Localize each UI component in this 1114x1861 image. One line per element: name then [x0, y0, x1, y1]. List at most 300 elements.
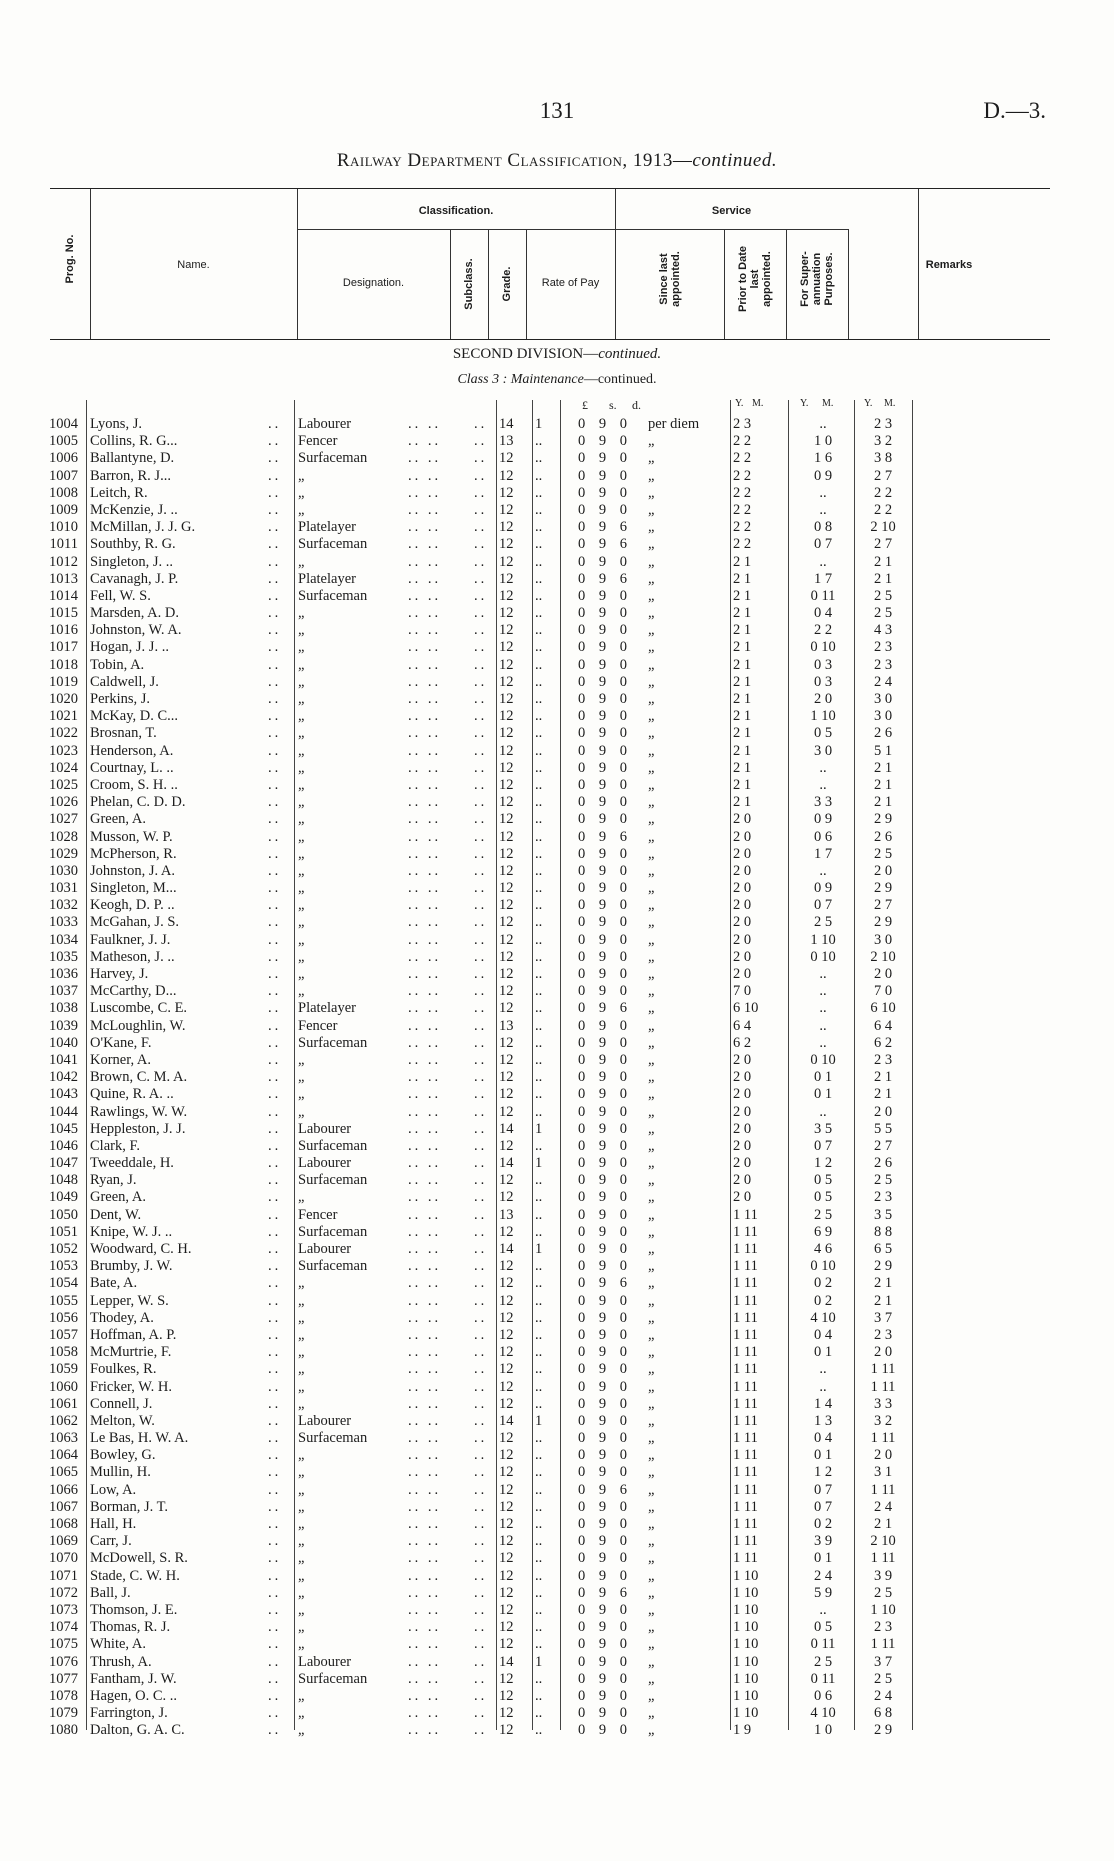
table-row	[0, 1344, 1114, 1361]
subclass: 12	[499, 725, 514, 742]
prog-no: 1019	[49, 673, 78, 690]
service-prior: 0 5	[813, 1619, 833, 1636]
table-row	[0, 794, 1114, 811]
service-superannuation: 8 8	[873, 1223, 893, 1240]
prog-no: 1013	[49, 570, 78, 587]
subclass: 12	[499, 519, 514, 536]
pay-unit: „	[648, 1344, 655, 1361]
service-since-last: 2 2	[733, 450, 752, 467]
prog-no: 1022	[49, 725, 78, 742]
subclass: 12	[499, 1722, 514, 1739]
designation: Surfaceman	[298, 1034, 368, 1051]
service-superannuation: 2 9	[873, 1722, 893, 1739]
grade: ..	[535, 450, 543, 467]
leader-dots: ..	[474, 1292, 488, 1309]
service-superannuation: 3 1	[873, 1464, 893, 1481]
subclass: 14	[499, 1120, 514, 1137]
service-prior: 3 3	[813, 794, 833, 811]
service-since-last: 7 0	[733, 983, 752, 1000]
prog-no: 1004	[49, 416, 78, 432]
grade: ..	[535, 501, 543, 518]
designation: Surfaceman	[298, 1172, 368, 1189]
pay-unit: „	[648, 1722, 655, 1739]
service-prior: 0 10	[810, 1258, 836, 1275]
leader-dots: ..	[268, 484, 282, 501]
leader-dots: ..	[474, 742, 488, 759]
subclass: 12	[499, 1619, 514, 1636]
leader-dots: .. ..	[408, 1430, 442, 1447]
subclass: 12	[499, 1086, 514, 1103]
rate-of-pay: 0 9 0	[578, 1412, 627, 1429]
subclass: 14	[499, 1653, 514, 1670]
prog-no: 1070	[49, 1550, 78, 1567]
class-heading	[0, 372, 1114, 388]
leader-dots: ..	[474, 1670, 488, 1687]
table-row	[0, 708, 1114, 725]
rate-of-pay: 0 9 0	[578, 656, 627, 673]
pay-unit: „	[648, 639, 655, 656]
pay-unit: „	[648, 1309, 655, 1326]
pay-unit: „	[648, 1051, 655, 1068]
rate-of-pay: 0 9 0	[578, 845, 627, 862]
grade: ..	[535, 1430, 543, 1447]
service-superannuation: 2 3	[873, 656, 893, 673]
designation: „	[298, 1584, 305, 1601]
staff-name: Farrington, J.	[90, 1705, 168, 1722]
leader-dots: .. ..	[408, 708, 442, 725]
service-since-last: 1 11	[733, 1361, 758, 1378]
pay-unit: „	[648, 1103, 655, 1120]
staff-name: Cavanagh, J. P.	[90, 570, 179, 587]
header-rate-of-pay: Rate of Pay	[541, 277, 600, 289]
service-since-last: 1 11	[733, 1292, 758, 1309]
service-since-last: 2 1	[733, 725, 752, 742]
staff-name: Quine, R. A. ..	[90, 1086, 174, 1103]
designation: „	[298, 1361, 305, 1378]
rate-of-pay: 0 9 0	[578, 862, 627, 879]
leader-dots: ..	[474, 656, 488, 673]
designation: „	[298, 759, 305, 776]
table-row	[0, 897, 1114, 914]
service-superannuation: 3 0	[873, 691, 893, 707]
service-prior: 1 4	[813, 1395, 833, 1412]
grade: ..	[535, 1344, 543, 1361]
subclass: 13	[499, 433, 514, 450]
subclass: 12	[499, 450, 514, 467]
subclass: 12	[499, 1034, 514, 1051]
service-since-last: 1 11	[733, 1258, 758, 1275]
service-prior: 4 10	[810, 1309, 836, 1326]
page-reference: D.—3.	[983, 98, 1046, 123]
prog-no: 1066	[49, 1481, 78, 1498]
staff-name: Green, A.	[90, 811, 146, 828]
leader-dots: ..	[268, 1498, 282, 1515]
staff-name: Foulkes, R.	[90, 1361, 157, 1378]
service-prior: 0 11	[810, 1670, 836, 1687]
leader-dots: ..	[474, 880, 488, 897]
service-since-last: 2 0	[733, 966, 752, 982]
grade: 1	[535, 416, 543, 432]
service-since-last: 2 0	[733, 1137, 752, 1154]
rate-of-pay: 0 9 0	[578, 416, 627, 432]
leader-dots: ..	[474, 1516, 488, 1532]
service-since-last: 2 0	[733, 1155, 752, 1172]
service-since-last: 2 2	[733, 536, 752, 553]
staff-name: Clark, F.	[90, 1137, 140, 1154]
service-since-last: 2 1	[733, 570, 752, 587]
subclass: 12	[499, 1584, 514, 1601]
leader-dots: .. ..	[408, 605, 442, 622]
leader-dots: .. ..	[408, 433, 442, 450]
grade: ..	[535, 1722, 543, 1739]
unit-years-2: Y.	[800, 398, 809, 409]
service-superannuation: 7 0	[873, 983, 893, 1000]
pay-unit: „	[648, 1567, 655, 1584]
leader-dots: .. ..	[408, 501, 442, 518]
pay-unit: „	[648, 948, 655, 965]
table-row	[0, 1052, 1114, 1069]
staff-name: Brumby, J. W.	[90, 1258, 173, 1275]
grade: ..	[535, 1086, 543, 1103]
leader-dots: ..	[268, 1533, 282, 1550]
title-main: Railway Department Classification, 1913—	[336, 150, 693, 171]
leader-dots: .. ..	[408, 656, 442, 673]
staff-name: Fricker, W. H.	[90, 1378, 172, 1395]
rate-of-pay: 0 9 6	[578, 1000, 627, 1017]
grade: ..	[535, 605, 543, 622]
rate-of-pay: 0 9 0	[578, 1034, 627, 1051]
staff-name: McLoughlin, W.	[90, 1017, 186, 1034]
service-superannuation: 6 10	[870, 1000, 896, 1017]
service-superannuation: 6 2	[873, 1034, 893, 1051]
grade: ..	[535, 1378, 543, 1395]
service-since-last: 2 0	[733, 897, 752, 914]
service-since-last: 1 11	[733, 1516, 758, 1532]
service-prior: 1 10	[810, 708, 836, 725]
service-since-last: 2 0	[733, 914, 752, 931]
grade: ..	[535, 742, 543, 759]
designation: „	[298, 880, 305, 897]
pay-unit: „	[648, 484, 655, 501]
table-row	[0, 1636, 1114, 1653]
prog-no: 1062	[49, 1412, 78, 1429]
rate-of-pay: 0 9 0	[578, 1447, 627, 1464]
prog-no: 1059	[49, 1361, 78, 1378]
prog-no: 1016	[49, 622, 78, 639]
pay-unit: „	[648, 450, 655, 467]
leader-dots: ..	[474, 708, 488, 725]
prog-no: 1005	[49, 433, 78, 450]
leader-dots: ..	[268, 1550, 282, 1567]
table-row	[0, 1086, 1114, 1103]
service-since-last: 1 11	[733, 1550, 758, 1567]
prog-no: 1058	[49, 1344, 78, 1361]
subclass: 12	[499, 708, 514, 725]
leader-dots: ..	[268, 433, 282, 450]
subclass: 12	[499, 931, 514, 948]
service-prior: 3 5	[813, 1120, 833, 1137]
leader-dots: .. ..	[408, 1447, 442, 1464]
page-title	[0, 150, 1114, 172]
leader-dots: ..	[268, 931, 282, 948]
header-grade: Grade.	[501, 266, 513, 302]
staff-name: Ballantyne, D.	[90, 450, 175, 467]
pay-unit: „	[648, 1137, 655, 1154]
subclass: 12	[499, 656, 514, 673]
leader-dots: ..	[474, 1722, 488, 1739]
grade: ..	[535, 725, 543, 742]
grade: ..	[535, 467, 543, 484]
leader-dots: ..	[474, 1258, 488, 1275]
pay-unit: „	[648, 759, 655, 776]
pay-unit: „	[648, 1447, 655, 1464]
designation: „	[298, 622, 305, 639]
header-prog-no: Prog. No.	[64, 234, 76, 284]
leader-dots: ..	[268, 1516, 282, 1532]
leader-dots: ..	[268, 845, 282, 862]
leader-dots: .. ..	[408, 691, 442, 707]
leader-dots: .. ..	[408, 1103, 442, 1120]
rate-of-pay: 0 9 6	[578, 1584, 627, 1601]
service-superannuation: 2 10	[870, 948, 896, 965]
grade: ..	[535, 1258, 543, 1275]
table-row	[0, 485, 1114, 502]
pay-unit: „	[648, 1361, 655, 1378]
leader-dots: ..	[474, 639, 488, 656]
service-prior: ..	[819, 966, 827, 982]
service-since-last: 1 10	[733, 1584, 759, 1601]
subclass: 14	[499, 416, 514, 432]
service-prior: 0 10	[810, 639, 836, 656]
leader-dots: ..	[268, 708, 282, 725]
rate-of-pay: 0 9 0	[578, 450, 627, 467]
rate-of-pay: 0 9 0	[578, 553, 627, 570]
rate-of-pay: 0 9 0	[578, 708, 627, 725]
table-row	[0, 1327, 1114, 1344]
service-since-last: 1 11	[733, 1464, 758, 1481]
subclass: 12	[499, 1223, 514, 1240]
service-since-last: 1 11	[733, 1344, 758, 1361]
designation: Surfaceman	[298, 1430, 368, 1447]
subclass: 12	[499, 1309, 514, 1326]
table-row	[0, 691, 1114, 708]
prog-no: 1023	[49, 742, 78, 759]
table-row	[0, 880, 1114, 897]
service-superannuation: 3 0	[873, 708, 893, 725]
grade: ..	[535, 656, 543, 673]
rate-of-pay: 0 9 0	[578, 484, 627, 501]
rate-of-pay: 0 9 0	[578, 966, 627, 982]
designation: „	[298, 1687, 305, 1704]
table-row	[0, 760, 1114, 777]
unit-months-1: M.	[752, 398, 764, 409]
service-prior: ..	[819, 501, 827, 518]
header-prior-to-date	[737, 229, 773, 329]
service-superannuation: 2 7	[873, 467, 893, 484]
leader-dots: ..	[474, 484, 488, 501]
leader-dots: .. ..	[408, 1206, 442, 1223]
leader-dots: ..	[474, 450, 488, 467]
staff-name: Thrush, A.	[90, 1653, 152, 1670]
staff-name: Brown, C. M. A.	[90, 1069, 188, 1086]
leader-dots: ..	[474, 501, 488, 518]
prog-no: 1057	[49, 1326, 78, 1343]
service-superannuation: 3 9	[873, 1567, 893, 1584]
leader-dots: ..	[268, 1395, 282, 1412]
service-superannuation: 2 0	[873, 966, 893, 982]
staff-name: Thodey, A.	[90, 1309, 154, 1326]
pay-unit: „	[648, 708, 655, 725]
staff-name: Croom, S. H. ..	[90, 776, 178, 793]
subclass: 14	[499, 1241, 514, 1257]
leader-dots: .. ..	[408, 1516, 442, 1532]
grade: ..	[535, 1292, 543, 1309]
leader-dots: ..	[268, 450, 282, 467]
leader-dots: .. ..	[408, 1361, 442, 1378]
table-row	[0, 639, 1114, 656]
service-since-last: 1 11	[733, 1309, 758, 1326]
staff-name: Johnston, J. A.	[90, 862, 176, 879]
service-since-last: 2 0	[733, 1086, 752, 1103]
service-since-last: 1 11	[733, 1206, 758, 1223]
staff-name: Musson, W. P.	[90, 828, 173, 845]
grade: ..	[535, 1326, 543, 1343]
leader-dots: .. ..	[408, 1601, 442, 1618]
leader-dots: .. ..	[408, 1309, 442, 1326]
leader-dots: ..	[474, 828, 488, 845]
designation: „	[298, 966, 305, 982]
leader-dots: ..	[474, 1481, 488, 1498]
rate-of-pay: 0 9 0	[578, 1653, 627, 1670]
grade: ..	[535, 1206, 543, 1223]
pay-unit: „	[648, 1086, 655, 1103]
leader-dots: ..	[268, 1017, 282, 1034]
service-prior: ..	[819, 862, 827, 879]
prog-no: 1036	[49, 966, 78, 982]
leader-dots: ..	[474, 983, 488, 1000]
grade: ..	[535, 1498, 543, 1515]
pay-unit: „	[648, 966, 655, 982]
pay-unit: „	[648, 1550, 655, 1567]
leader-dots: ..	[268, 501, 282, 518]
grade: ..	[535, 708, 543, 725]
grade: ..	[535, 1137, 543, 1154]
service-prior: 0 7	[813, 1137, 833, 1154]
service-superannuation: 2 3	[873, 639, 893, 656]
prog-no: 1006	[49, 450, 78, 467]
service-prior: 0 1	[813, 1550, 833, 1567]
service-prior: 0 5	[813, 1189, 833, 1206]
leader-dots: ..	[268, 1258, 282, 1275]
rate-of-pay: 0 9 0	[578, 948, 627, 965]
table-row	[0, 1722, 1114, 1739]
rate-of-pay: 0 9 0	[578, 1601, 627, 1618]
leader-dots: .. ..	[408, 1705, 442, 1722]
pay-unit: „	[648, 742, 655, 759]
leader-dots: ..	[268, 1103, 282, 1120]
service-since-last: 2 1	[733, 776, 752, 793]
service-prior: 1 2	[813, 1155, 833, 1172]
subclass: 12	[499, 467, 514, 484]
leader-dots: ..	[474, 1447, 488, 1464]
grade: ..	[535, 587, 543, 604]
subclass: 12	[499, 1137, 514, 1154]
staff-name: Knipe, W. J. ..	[90, 1223, 173, 1240]
grade: ..	[535, 1172, 543, 1189]
staff-name: Fell, W. S.	[90, 587, 151, 604]
class-continued: —continued.	[583, 372, 657, 387]
designation: „	[298, 725, 305, 742]
leader-dots: ..	[268, 1430, 282, 1447]
service-since-last: 1 10	[733, 1653, 759, 1670]
subclass: 12	[499, 811, 514, 828]
grade: ..	[535, 1223, 543, 1240]
designation: Labourer	[298, 1241, 352, 1257]
designation: „	[298, 811, 305, 828]
rate-of-pay: 0 9 6	[578, 536, 627, 553]
staff-name: Barron, R. J...	[90, 467, 171, 484]
leader-dots: ..	[474, 1412, 488, 1429]
service-superannuation: 2 10	[870, 1533, 896, 1550]
header-classification: Classification.	[418, 205, 494, 217]
header-super-line3: Purposes.	[823, 252, 835, 306]
designation: Surfaceman	[298, 1137, 368, 1154]
staff-name: Singleton, J. ..	[90, 553, 173, 570]
designation: „	[298, 1498, 305, 1515]
grade: ..	[535, 1619, 543, 1636]
table-row	[0, 416, 1114, 433]
staff-name: Heppleston, J. J.	[90, 1120, 186, 1137]
leader-dots: ..	[474, 605, 488, 622]
designation: „	[298, 794, 305, 811]
rate-of-pay: 0 9 0	[578, 1567, 627, 1584]
table-row	[0, 725, 1114, 742]
grade: ..	[535, 1309, 543, 1326]
leader-dots: ..	[268, 1722, 282, 1739]
subclass: 12	[499, 691, 514, 707]
pay-unit: „	[648, 1017, 655, 1034]
pay-unit: „	[648, 587, 655, 604]
prog-no: 1015	[49, 605, 78, 622]
subclass: 12	[499, 1051, 514, 1068]
rate-of-pay: 0 9 0	[578, 725, 627, 742]
pay-unit: „	[648, 1670, 655, 1687]
leader-dots: ..	[268, 1447, 282, 1464]
subclass: 12	[499, 1069, 514, 1086]
prog-no: 1075	[49, 1636, 78, 1653]
service-since-last: 2 1	[733, 587, 752, 604]
leader-dots: ..	[268, 948, 282, 965]
pay-unit: „	[648, 536, 655, 553]
prog-no: 1033	[49, 914, 78, 931]
service-prior: 0 2	[813, 1292, 833, 1309]
subclass: 12	[499, 673, 514, 690]
service-since-last: 1 10	[733, 1601, 759, 1618]
staff-name: Dalton, G. A. C.	[90, 1722, 185, 1739]
service-prior: 0 11	[810, 1636, 836, 1653]
pay-unit: „	[648, 1326, 655, 1343]
service-superannuation: 2 7	[873, 897, 893, 914]
service-since-last: 1 11	[733, 1447, 758, 1464]
grade: ..	[535, 1516, 543, 1532]
service-prior: 4 6	[813, 1241, 833, 1257]
leader-dots: .. ..	[408, 880, 442, 897]
leader-dots: ..	[268, 1619, 282, 1636]
rate-of-pay: 0 9 6	[578, 519, 627, 536]
service-superannuation: 1 11	[870, 1378, 896, 1395]
service-since-last: 6 2	[733, 1034, 752, 1051]
rate-of-pay: 0 9 0	[578, 811, 627, 828]
